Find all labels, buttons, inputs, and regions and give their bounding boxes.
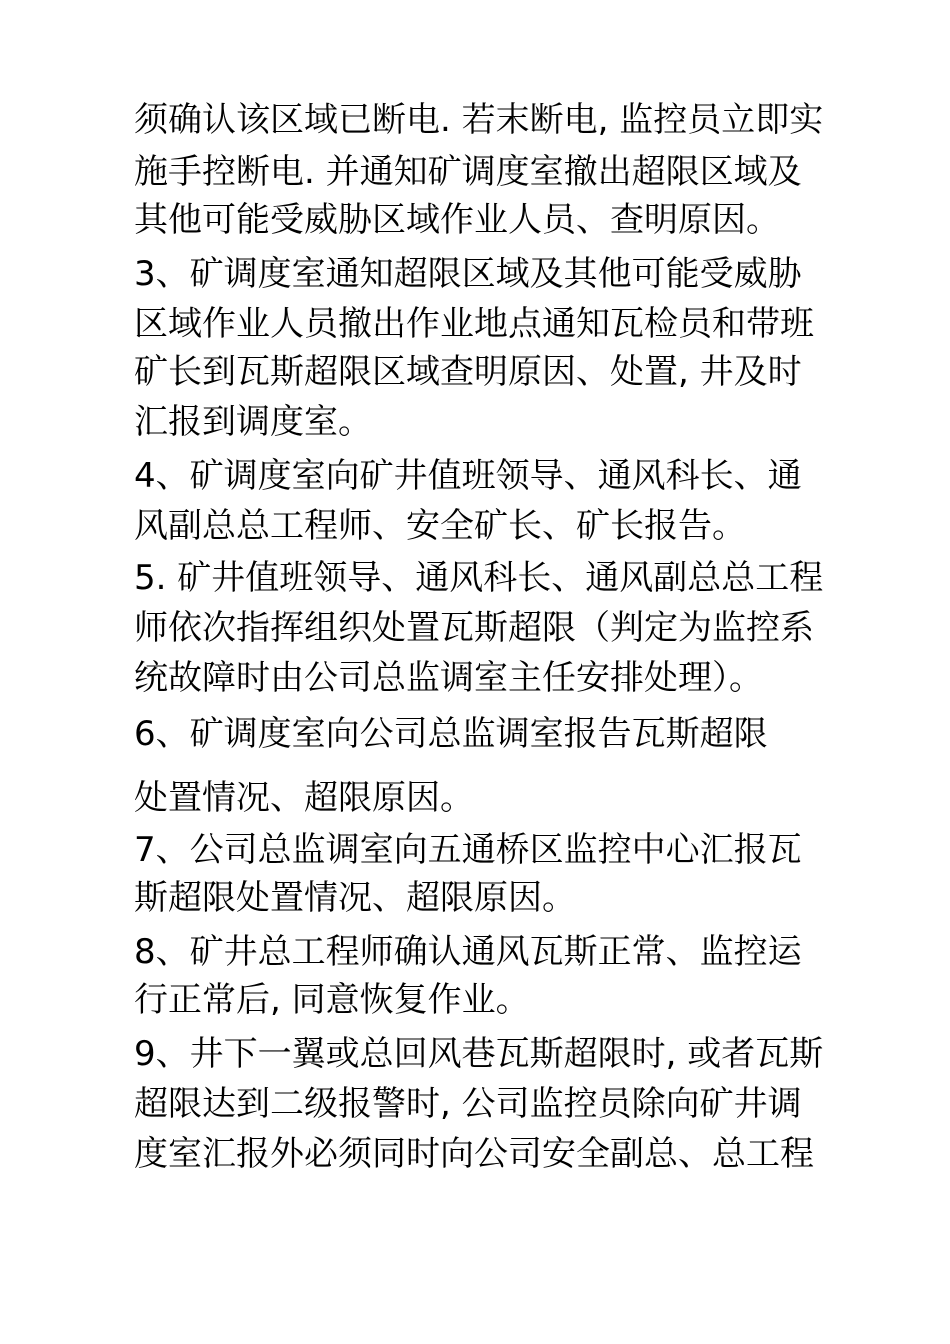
text-line: 区域作业人员撤出作业地点通知瓦检员和带班 <box>134 304 814 344</box>
text-line: 汇报到调度室。 <box>134 402 372 442</box>
text-line: 9、井下一翼或总回风巷瓦斯超限时, 或者瓦斯 <box>134 1034 824 1074</box>
text-line: 8、矿井总工程师确认通风瓦斯正常、监控运 <box>134 932 802 972</box>
text-line: 统故障时由公司总监调室主任安排处理）。 <box>134 658 763 698</box>
text-line: 6、矿调度室向公司总监调室报告瓦斯超限 <box>134 714 768 754</box>
text-line: 风副总总工程师、安全矿长、矿长报告。 <box>134 506 746 546</box>
text-line: 7、公司总监调室向五通桥区监控中心汇报瓦 <box>134 830 802 870</box>
text-line: 师依次指挥组织处置瓦斯超限（判定为监控系 <box>134 608 814 648</box>
text-line: 斯超限处置情况、超限原因。 <box>134 878 576 918</box>
text-line: 其他可能受威胁区域作业人员、查明原因。 <box>134 200 780 240</box>
text-line: 矿长到瓦斯超限区域查明原因、处置, 井及时 <box>134 352 802 392</box>
text-line: 3、矿调度室通知超限区域及其他可能受威胁 <box>134 254 802 294</box>
text-line: 度室汇报外必须同时向公司安全副总、总工程 <box>134 1134 814 1174</box>
text-line: 超限达到二级报警时, 公司监控员除向矿井调 <box>134 1084 802 1124</box>
text-line: 5. 矿井值班领导、通风科长、通风副总总工程 <box>134 558 824 598</box>
text-line: 须确认该区域已断电. 若末断电, 监控员立即实 <box>134 100 824 140</box>
text-line: 行正常后, 同意恢复作业。 <box>134 980 530 1020</box>
text-line: 4、矿调度室向矿井值班领导、通风科长、通 <box>134 456 802 496</box>
text-line: 处置情况、超限原因。 <box>134 778 474 818</box>
text-line: 施手控断电. 并通知矿调度室撤出超限区域及 <box>134 152 802 192</box>
